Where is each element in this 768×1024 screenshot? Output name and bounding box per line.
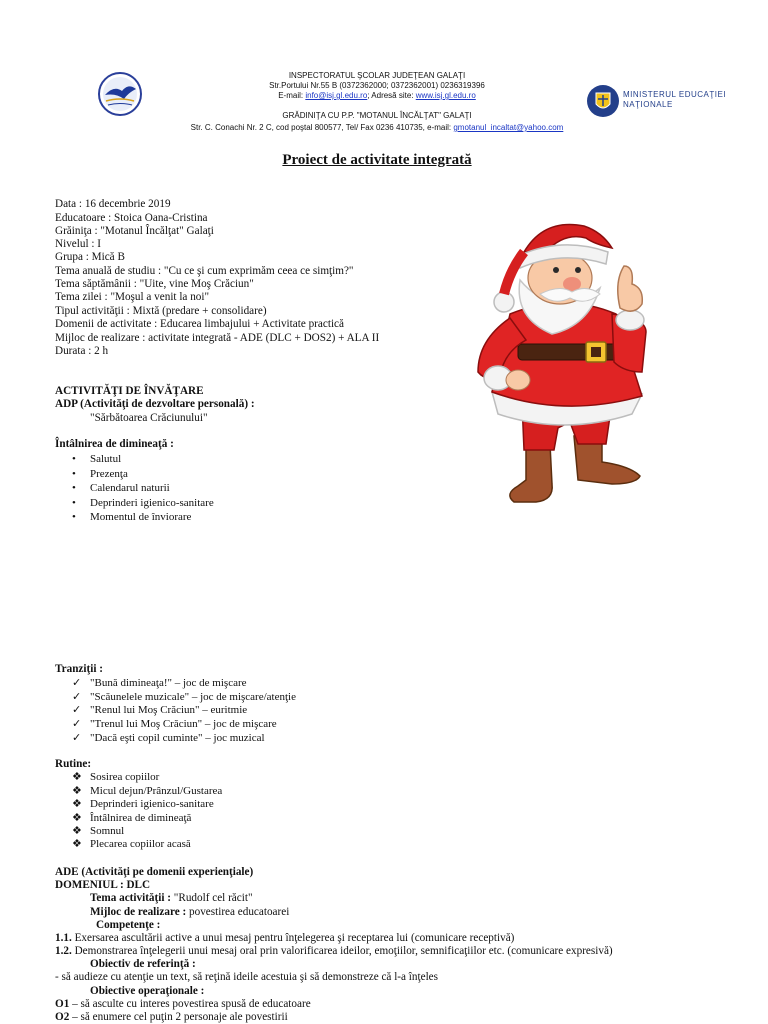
competence-1-number: 1.1. — [55, 932, 72, 944]
diamond-icon: ❖ — [72, 825, 82, 837]
list-item — [72, 511, 191, 523]
check-icon: ✓ — [72, 718, 82, 730]
routine-item-label: Întâlnirea de dimineaţă — [90, 812, 192, 824]
detail-day-theme: Tema zilei : "Moşul a venit la noi" — [55, 291, 210, 303]
ministry-name-line-2: NAŢIONALE — [623, 100, 673, 109]
header-line-1: INSPECTORATUL ŞCOLAR JUDEŢEAN GALAŢI — [288, 71, 466, 80]
competence-2-text: Demonstrarea înţelegerii unui mesaj oral prin valorificarea ideilor, emoţiilor, semnificaţiilor etc. (comunicare expresivă) — [71, 945, 613, 957]
transition-item-label: "Renul lui Moş Crăciun" – euritmie — [90, 704, 248, 716]
detail-activity-type: Tipul activităţii : Mixtă (predare + consolidare) — [55, 305, 267, 317]
objective-o2-text: – să enumere cel puţin 2 personaje ale povestirii — [69, 1011, 288, 1023]
list-item — [72, 482, 170, 494]
page-title: Proiect de activitate integrată — [282, 152, 472, 168]
routine-item-label: Sosirea copiilor — [90, 771, 160, 783]
ade-means-label: Mijloc de realizare : — [90, 906, 189, 918]
ade-theme-value: "Rudolf cel răcit" — [173, 892, 253, 904]
competence-2 — [55, 945, 613, 957]
bullet-icon: • — [72, 497, 76, 509]
bullet-icon: • — [72, 468, 76, 480]
ade-theme-label: Tema activităţii : — [90, 892, 174, 904]
check-icon: ✓ — [72, 677, 82, 689]
transition-item-label: "Dacă eşti copil cuminte" – joc muzical — [90, 732, 265, 744]
detail-annual-theme: Tema anuală de studiu : "Cu ce şi cum exprimăm ceea ce simţim?" — [55, 265, 354, 277]
list-item — [72, 825, 124, 837]
transition-item-label: "Scăunelele muzicale" – joc de mişcare/atenţie — [90, 691, 296, 703]
list-item — [72, 812, 191, 824]
detail-duration: Durata : 2 h — [55, 345, 109, 357]
header-email-label: E-mail: — [278, 91, 306, 100]
ministry-name — [623, 90, 726, 110]
operational-objectives-heading: Obiective operaţionale : — [90, 985, 205, 997]
ade-means-value: povestirea educatoarei — [189, 906, 290, 918]
morning-meeting-heading: Întâlnirea de dimineaţă : — [55, 438, 174, 450]
header-line-4: GRĂDINIŢA CU P.P. "MOTANUL ÎNCĂLŢAT" GALAŢI — [282, 111, 472, 120]
objective-o1-text: – să asculte cu interes povestirea spusă de educatoare — [69, 998, 311, 1010]
detail-group: Grupa : Mică B — [55, 251, 125, 263]
list-item — [72, 732, 265, 744]
diamond-icon: ❖ — [72, 771, 82, 783]
ministry-crest-icon — [586, 84, 620, 118]
objective-o1-number: O1 — [55, 998, 70, 1010]
objective-o2 — [55, 1011, 288, 1023]
routines-heading: Rutine: — [55, 758, 92, 770]
ade-domain: DOMENIUL : DLC — [55, 879, 151, 891]
list-item — [72, 771, 159, 783]
list-item — [72, 798, 214, 810]
objective-o2-number: O2 — [55, 1011, 70, 1023]
detail-means: Mijloc de realizare : activitate integrată - ADE (DLC + DOS2) + ALA II — [55, 332, 380, 344]
adp-heading: ADP (Activităţi de dezvoltare personală) : — [55, 398, 255, 410]
list-item — [72, 453, 121, 465]
school-inspectorate-logo — [96, 71, 144, 117]
list-item — [72, 704, 247, 716]
detail-date: Data : 16 decembrie 2019 — [55, 198, 171, 210]
morning-item-label: Salutul — [90, 453, 122, 465]
list-item — [72, 718, 277, 730]
check-icon: ✓ — [72, 691, 82, 703]
diamond-icon: ❖ — [72, 785, 82, 797]
header-line-2: Str.Portului Nr.55 B (0372362000; 0372362001) 0236319396 — [269, 81, 485, 90]
header-site-label: ; Adresă site: — [367, 91, 416, 100]
competence-2-number: 1.2. — [55, 945, 72, 957]
routine-item-label: Somnul — [90, 825, 125, 837]
detail-teacher: Educatoare : Stoica Oana-Cristina — [55, 212, 208, 224]
bullet-icon: • — [72, 453, 76, 465]
list-item — [72, 691, 296, 703]
morning-item-label: Prezenţa — [90, 468, 128, 480]
header-kindergarten-address: Str. C. Conachi Nr. 2 C, cod poştal 800577, Tel/ Fax 0236 410735, e-mail: — [190, 123, 454, 132]
list-item — [72, 677, 247, 689]
activities-heading: ACTIVITĂŢI DE ÎNVĂŢARE — [55, 385, 204, 397]
check-icon: ✓ — [72, 732, 82, 744]
morning-item-label: Calendarul naturii — [90, 482, 170, 494]
header-line-5 — [160, 123, 594, 133]
list-item — [72, 468, 128, 480]
morning-item-label: Momentul de înviorare — [90, 511, 192, 523]
santa-claus-illustration — [474, 222, 654, 506]
header-email-link[interactable]: info@isj.gl.edu.ro — [305, 91, 368, 100]
detail-kindergarten: Grăiniţa : "Motanul Încălţat" Galaţi — [55, 225, 214, 237]
competence-1 — [55, 932, 514, 944]
ade-means — [90, 906, 289, 918]
competence-1-text: Exersarea ascultării active a unui mesaj pentru înţelegerea şi receptarea lui (comunicare receptivă) — [71, 932, 515, 944]
ade-heading: ADE (Activităţi pe domenii experienţiale) — [55, 866, 254, 878]
reference-objective-heading: Obiectiv de referinţă : — [90, 958, 196, 970]
ministry-name-line-1: MINISTERUL EDUCAŢIEI — [623, 90, 727, 99]
morning-item-label: Deprinderi igienico-sanitare — [90, 497, 214, 509]
list-item — [72, 497, 214, 509]
objective-o1 — [55, 998, 311, 1010]
reference-objective-text: - să audieze cu atenţie un text, să reţină ideile acestuia şi să demonstreze că l-a înţeles — [55, 971, 438, 983]
detail-level: Nivelul : I — [55, 238, 101, 250]
transition-item-label: "Bună dimineaţa!" – joc de mişcare — [90, 677, 247, 689]
check-icon: ✓ — [72, 704, 82, 716]
transition-item-label: "Trenul lui Moş Crăciun" – joc de mişcare — [90, 718, 277, 730]
list-item — [72, 838, 191, 850]
diamond-icon: ❖ — [72, 812, 82, 824]
bullet-icon: • — [72, 511, 76, 523]
kindergarten-email-link[interactable]: gmotanul_incaltat@yahoo.com — [453, 123, 564, 132]
competences-heading: Competenţe : — [96, 919, 161, 931]
ade-theme — [90, 892, 253, 904]
list-item — [72, 785, 222, 797]
adp-subtitle: "Sărbătoarea Crăciunului" — [90, 412, 208, 424]
transitions-heading: Tranziţii : — [55, 663, 103, 675]
routine-item-label: Micul dejun/Prânzul/Gustarea — [90, 785, 223, 797]
detail-domains: Domenii de activitate : Educarea limbajului + Activitate practică — [55, 318, 344, 330]
diamond-icon: ❖ — [72, 798, 82, 810]
routine-item-label: Deprinderi igienico-sanitare — [90, 798, 214, 810]
bullet-icon: • — [72, 482, 76, 494]
header-site-link[interactable]: www.isj.gl.edu.ro — [415, 91, 476, 100]
detail-week-theme: Tema săptămânii : "Uite, vine Moş Crăciun" — [55, 278, 254, 290]
routine-item-label: Plecarea copiilor acasă — [90, 838, 191, 850]
diamond-icon: ❖ — [72, 838, 82, 850]
header-line-3 — [160, 91, 594, 101]
